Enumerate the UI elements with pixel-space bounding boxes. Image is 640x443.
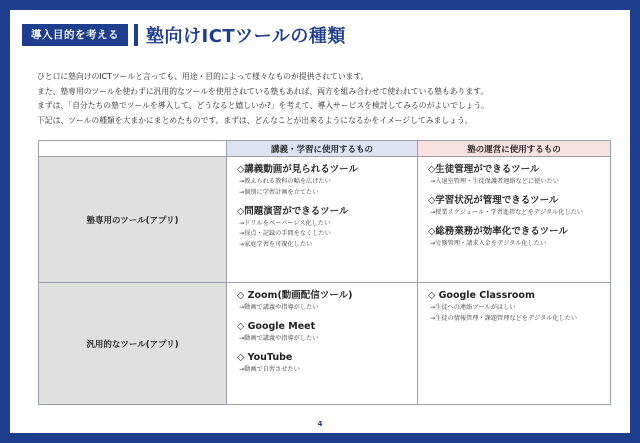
tool-name: ◇ Zoom(動画配信ツール) (237, 290, 353, 301)
row-label-general: 汎用的なツール(アプリ) (39, 283, 227, 405)
tool-purpose: →教えられる教科の幅を広げたい (239, 178, 331, 185)
column-header-operation: 塾の運営に使用するもの (418, 141, 611, 157)
cell-dedicated-operation (418, 157, 611, 283)
intro-line: 下記は、ツールの種類を大まかにまとめたものです。まずは、どんなことが出来るようになるかをイメージしてみましょう。 (37, 115, 473, 125)
tool-purpose: →生徒の情報管理・課題管理などをデジタル化したい (430, 314, 578, 322)
tool-purpose: →ドリルをペーパーレス化したい (239, 219, 331, 227)
tool-entry (237, 351, 417, 376)
tool-entry (237, 205, 417, 251)
tool-purpose: →個別に学習計画を立てたい (239, 188, 319, 196)
intro-line: ひと口に塾向けのICTツールと言っても、用途・目的によって様々なものが提供されています。 (37, 72, 369, 81)
tool-entry (428, 194, 610, 219)
tool-name: ◇ Google Meet (237, 320, 316, 332)
page-number: 4 (317, 420, 323, 428)
row-label-dedicated: 塾専用のツール(アプリ) (39, 157, 227, 283)
tool-purpose: →入退室管理・生徒保護者連絡などに使いたい (430, 178, 559, 185)
tool-name: ◇問題演習ができるツール (237, 205, 349, 217)
tool-purpose: →家庭学習を可視化したい (239, 241, 313, 249)
tool-name: ◇ YouTube (237, 351, 293, 363)
tool-name: ◇生徒管理ができるツール (428, 164, 540, 175)
tool-name: ◇学習状況が管理できるツール (428, 194, 559, 206)
page (10, 10, 630, 433)
tool-purpose: →動画で講義や指導がしたい (239, 304, 319, 311)
tool-purpose: →採点・記録の手間をなくしたい (239, 230, 331, 238)
tool-purpose: →生徒への連絡ツールがほしい (430, 304, 516, 311)
intro-line: まずは、「自分たちの塾でツールを導入して、どうなると嬉しいか?」を考えて、導入サービスを検討してみるのがよいでしょう。 (37, 101, 489, 111)
tool-name: ◇講義動画が見られるツール (237, 164, 358, 175)
intro-line: また、塾専用のツールを使わずに汎用的なツールを使用されている塾もあれば、両方を組み合わせて使われている塾もあります。 (37, 86, 489, 96)
tool-entry (428, 225, 610, 250)
header (22, 23, 346, 47)
title-bar (134, 24, 138, 46)
tool-name: ◇総務業務が効率化できるツール (428, 225, 568, 237)
section-tag: 導入目的を考える (22, 24, 128, 46)
page-title: 塾向けICTツールの種類 (146, 26, 346, 47)
tool-entry (428, 163, 610, 188)
tool-entry (428, 289, 610, 325)
cell-general-operation (418, 283, 611, 405)
tool-entry (237, 163, 417, 199)
tool-entry (237, 289, 417, 314)
cell-general-lecture (227, 283, 418, 405)
tool-name: ◇ Google Classroom (428, 290, 535, 301)
cell-dedicated-lecture (227, 157, 418, 283)
tool-purpose: →動画で自習させたい (239, 365, 300, 373)
intro-text (37, 70, 607, 128)
tool-purpose: →動画で講義や指導がしたい (239, 334, 319, 342)
table-corner (39, 141, 227, 157)
tool-entry (237, 320, 417, 345)
tool-types-table (38, 140, 611, 405)
column-header-lecture: 講義・学習に使用するもの (227, 141, 418, 157)
tool-purpose: →授業スケジュール・学習進捗などをデジタル化したい (430, 208, 583, 216)
tool-purpose: →労務管理・請求入金をデジタル化したい (430, 239, 547, 247)
